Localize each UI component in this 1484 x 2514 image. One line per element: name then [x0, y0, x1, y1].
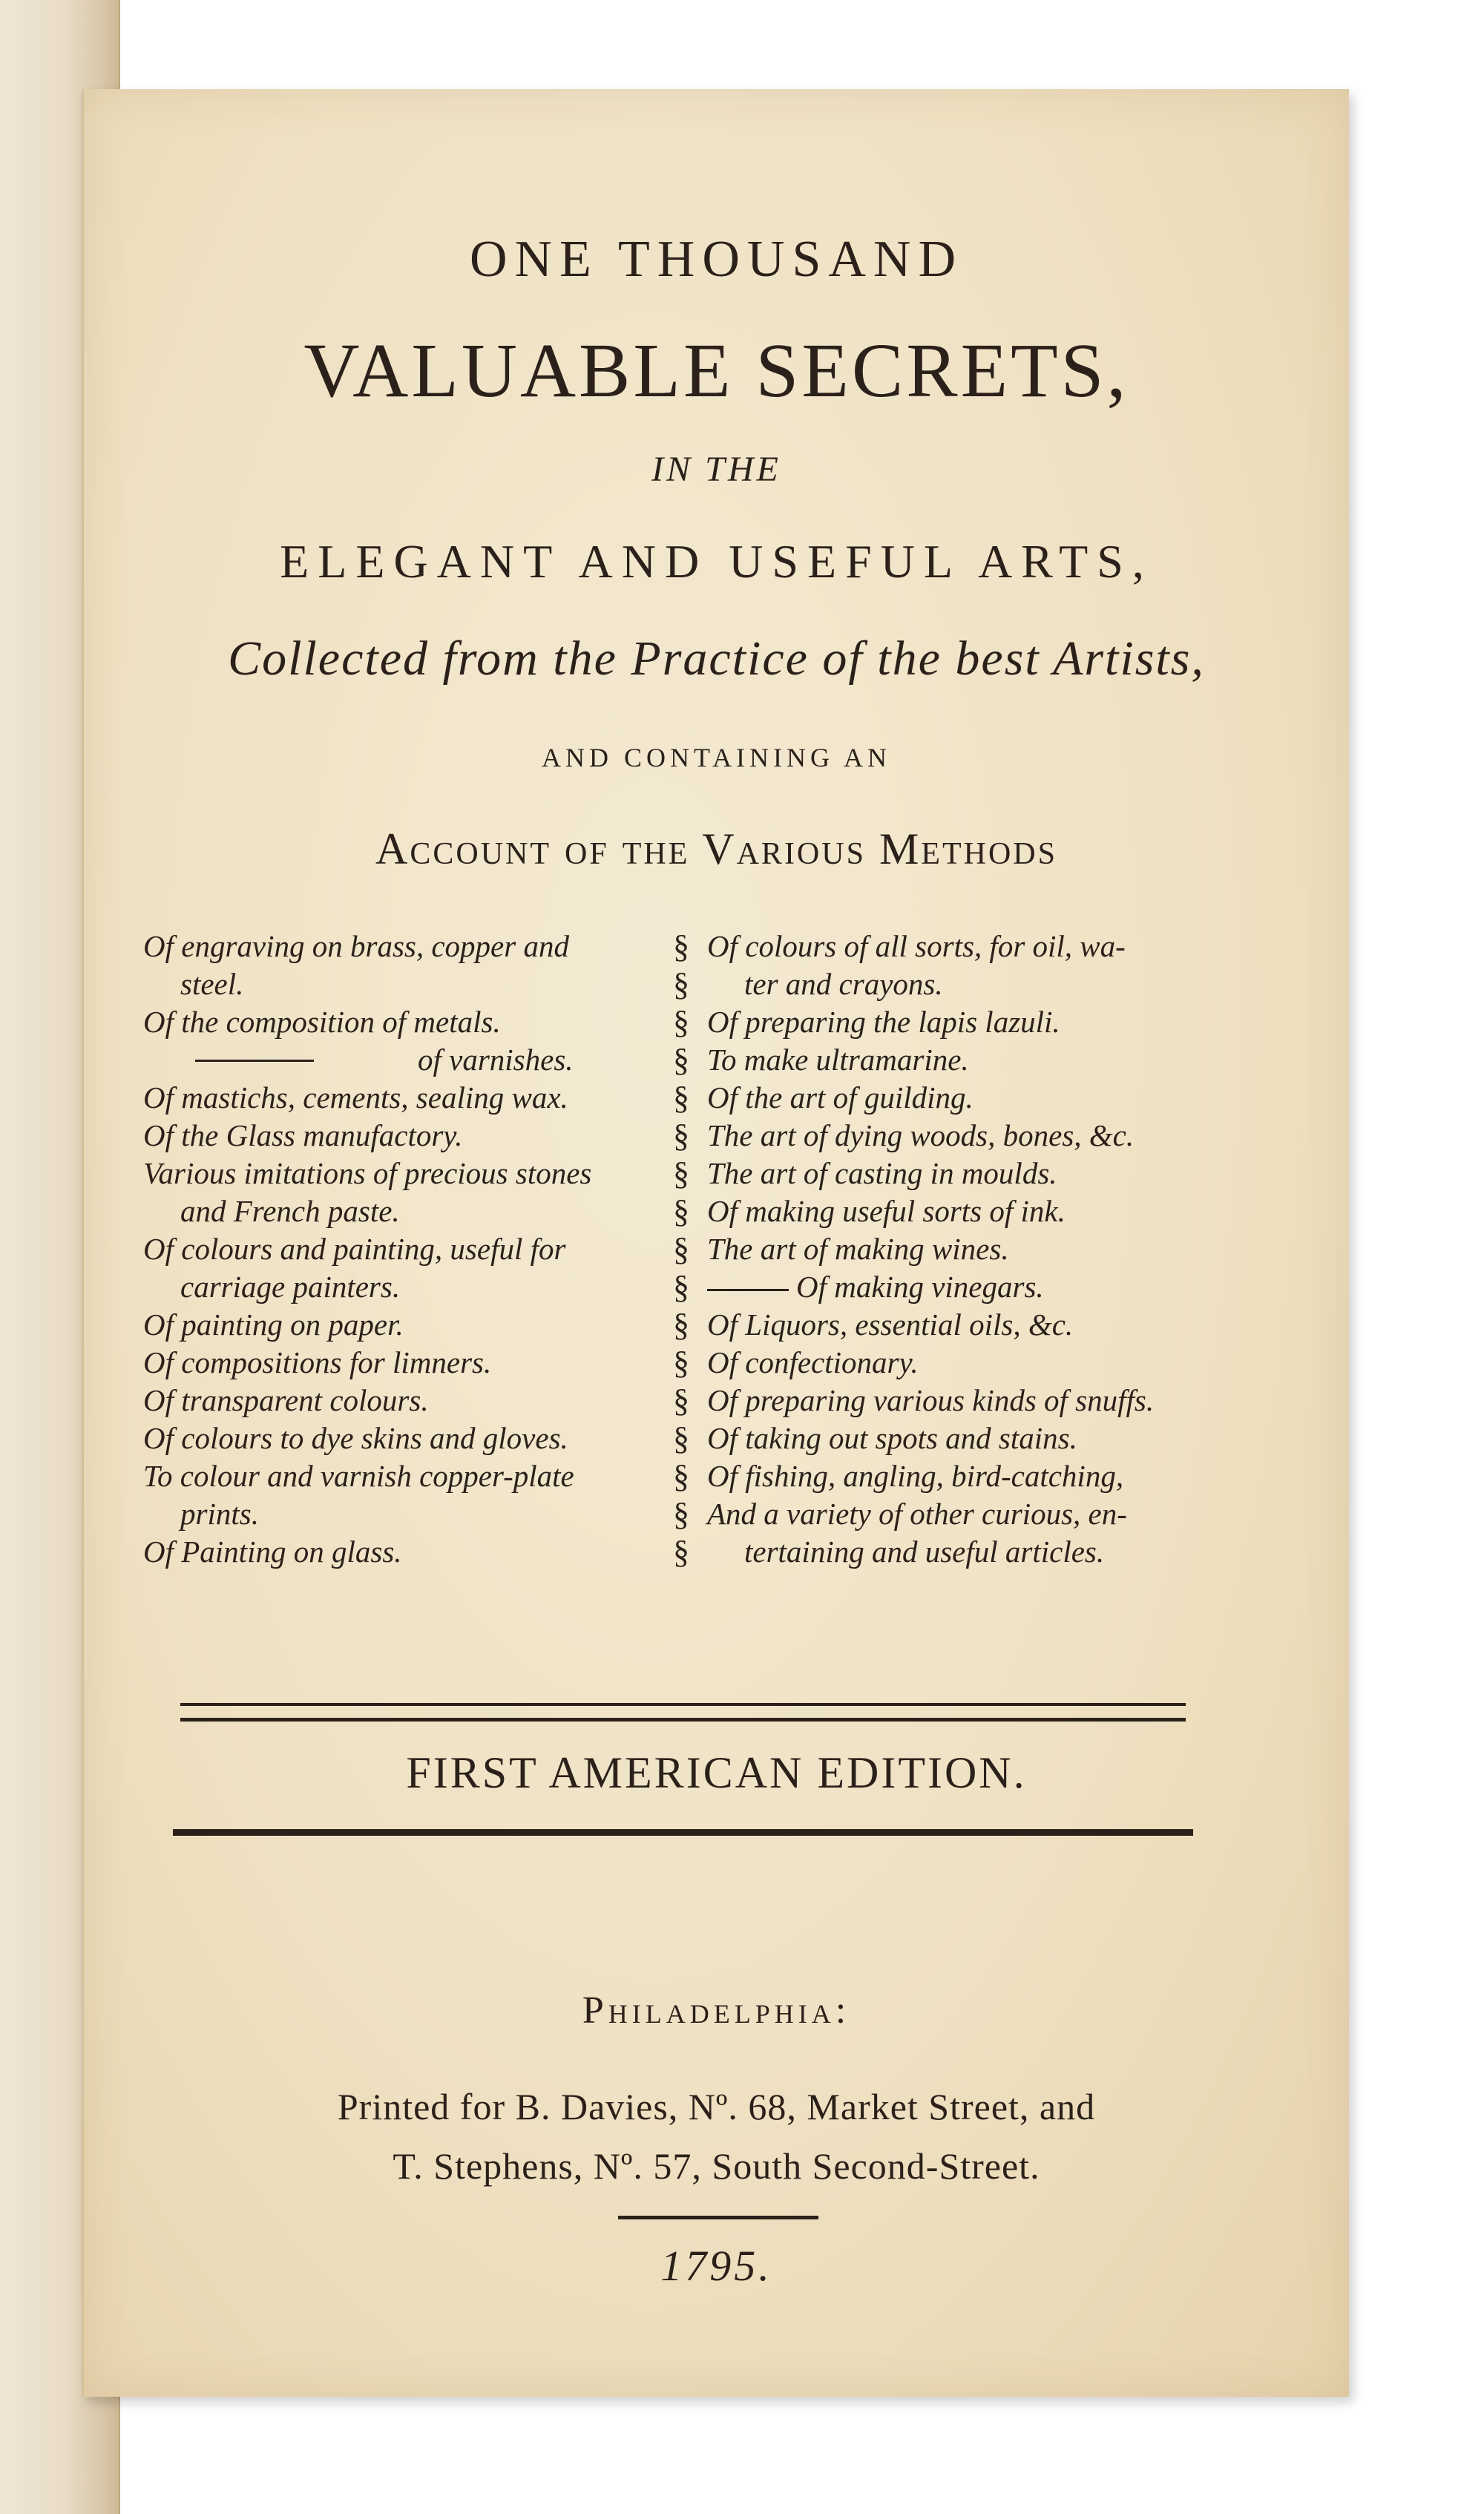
section-mark: § — [673, 1269, 689, 1305]
section-mark: § — [673, 1231, 689, 1267]
contents-item: And a variety of other curious, en- — [707, 1497, 1127, 1531]
contents-item: prints. — [180, 1497, 259, 1531]
contents-item: Of the composition of metals. — [143, 1005, 501, 1039]
contents-right-column — [707, 928, 1286, 1571]
contents-item: Of confectionary. — [707, 1345, 919, 1379]
contents-item: Of transparent colours. — [143, 1383, 429, 1417]
title-line-one-thousand: ONE THOUSAND — [469, 231, 964, 288]
contents-item: Of making vinegars. — [796, 1270, 1044, 1304]
imprint-year: 1795. — [660, 2242, 772, 2290]
contents-item: Of taking out spots and stains. — [707, 1421, 1077, 1455]
contents-left-column — [143, 928, 670, 1571]
section-mark: § — [673, 966, 689, 1002]
contents-item: carriage painters. — [180, 1270, 401, 1304]
contents-item: and French paste. — [180, 1194, 400, 1228]
edition-line: FIRST AMERICAN EDITION. — [406, 1748, 1027, 1797]
contents-item: To colour and varnish copper-plate — [143, 1459, 574, 1493]
section-mark: § — [673, 1155, 689, 1192]
section-mark: § — [673, 1382, 689, 1419]
section-mark: § — [673, 928, 689, 965]
imprint-city: Philadelphia: — [582, 1989, 851, 2032]
title-line-collected: Collected from the Practice of the best Artists, — [228, 631, 1205, 686]
imprint-printer-line-2: T. Stephens, Nº. 57, South Second-Street. — [393, 2145, 1040, 2187]
double-rule-top — [180, 1703, 1186, 1722]
contents-item: Of Liquors, essential oils, &c. — [707, 1307, 1074, 1342]
contents-item: of varnishes. — [418, 1043, 574, 1077]
section-mark: § — [673, 1345, 689, 1381]
section-mark: § — [673, 1117, 689, 1154]
title-line-valuable-secrets: VALUABLE SECRETS, — [303, 328, 1129, 413]
ditto-dash — [195, 1060, 314, 1062]
contents-item: Various imitations of precious stones — [143, 1156, 592, 1190]
title-line-elegant-arts: ELEGANT AND USEFUL ARTS, — [280, 535, 1153, 588]
section-mark: § — [673, 1193, 689, 1230]
contents-item: Of the art of guilding. — [707, 1080, 974, 1115]
contents-item-dash-row — [707, 1268, 1286, 1306]
contents-item: Of painting on paper. — [143, 1307, 404, 1342]
imprint-printer-line-1: Printed for B. Davies, Nº. 68, Market Street, and — [337, 2086, 1096, 2127]
contents-item: Of preparing the lapis lazuli. — [707, 1005, 1060, 1039]
contents-item: Of colours of all sorts, for oil, wa- — [707, 929, 1126, 963]
contents-item: Of making useful sorts of ink. — [707, 1194, 1066, 1228]
title-line-in-the: IN THE — [651, 450, 781, 489]
contents-item: The art of making wines. — [707, 1232, 1009, 1266]
contents-item-dash-row — [143, 1041, 670, 1079]
contents-item: steel. — [180, 967, 244, 1001]
contents-item: ter and crayons. — [744, 967, 943, 1001]
section-mark: § — [673, 1042, 689, 1078]
section-mark: § — [673, 1307, 689, 1343]
contents-item: tertaining and useful articles. — [744, 1535, 1105, 1569]
section-mark: § — [673, 1534, 689, 1570]
contents-item: Of the Glass manufactory. — [143, 1118, 463, 1152]
section-mark: § — [673, 1080, 689, 1116]
contents-item: To make ultramarine. — [707, 1043, 969, 1077]
contents-item: The art of dying woods, bones, &c. — [707, 1118, 1135, 1152]
contents-item: Of fishing, angling, bird-catching, — [707, 1459, 1124, 1493]
contents-item: The art of casting in moulds. — [707, 1156, 1057, 1190]
title-page — [82, 89, 1349, 2397]
contents-item: Of colours and painting, useful for — [143, 1232, 566, 1266]
title-line-containing: AND CONTAINING AN — [541, 743, 892, 772]
contents-item: Of mastichs, cements, sealing wax. — [143, 1080, 568, 1115]
section-marks-column — [663, 928, 700, 1571]
section-mark: § — [673, 1496, 689, 1532]
contents-item: Of engraving on brass, copper and — [143, 929, 569, 963]
rule-bottom — [173, 1829, 1193, 1836]
contents-item: Of colours to dye skins and gloves. — [143, 1421, 568, 1455]
short-rule — [618, 2216, 818, 2219]
contents-item: Of preparing various kinds of snuffs. — [707, 1383, 1155, 1417]
section-mark: § — [673, 1458, 689, 1494]
section-mark: § — [673, 1004, 689, 1040]
contents-item: Of Painting on glass. — [143, 1535, 402, 1569]
ditto-dash — [707, 1289, 789, 1291]
title-line-account: Account of the Various Methods — [375, 824, 1057, 873]
section-mark: § — [673, 1420, 689, 1457]
contents-item: Of compositions for limners. — [143, 1345, 492, 1379]
